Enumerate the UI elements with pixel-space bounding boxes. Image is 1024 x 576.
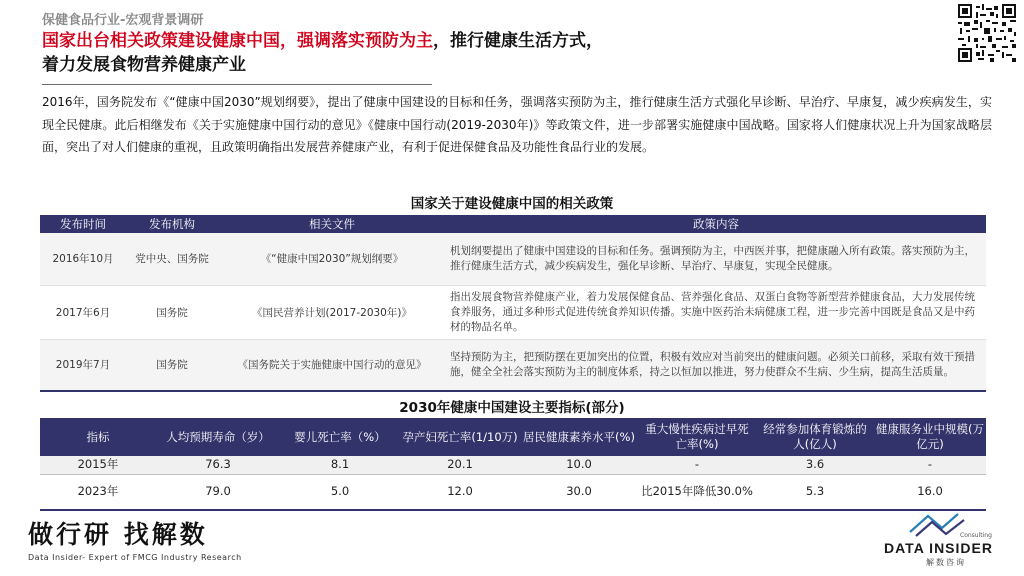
table-row (40, 456, 986, 474)
header-life-expectancy: 人均预期寿命（岁） (156, 418, 280, 456)
headline-line2: 着力发展食物营养健康产业 (42, 55, 246, 75)
header-infant-mortality: 婴儿死亡率（%） (280, 418, 400, 456)
indicator-table-title: 2030年健康中国建设主要指标(部分) (399, 400, 625, 416)
header-agency: 发布机构 (126, 215, 218, 233)
qr-code-icon (958, 4, 1016, 62)
headline-rest: ，推行健康生活方式， (433, 31, 603, 51)
header-indicator: 指标 (40, 418, 156, 456)
headline-divider (42, 84, 432, 85)
header-document: 相关文件 (218, 215, 446, 233)
logo-chinese-name: 解数咨询 (926, 558, 966, 567)
policy-document: 《国务院关于实施健康中国行动的意见》 (218, 339, 446, 391)
policy-table (40, 215, 986, 392)
table-row (40, 285, 986, 339)
policy-document: 《“健康中国2030”规划纲要》 (218, 233, 446, 285)
header-chronic-mortality: 重大慢性疾病过早死亡率(%) (638, 418, 756, 456)
policy-table-title: 国家关于建设健康中国的相关政策 (410, 196, 614, 212)
table-cell: - (874, 456, 986, 474)
table-cell: 79.0 (156, 474, 280, 510)
policy-agency: 国务院 (126, 339, 218, 391)
indicator-table (40, 418, 986, 511)
header-exercise-population: 经常参加体育锻炼的人(亿人) (756, 418, 874, 456)
table-cell: 3.6 (756, 456, 874, 474)
headline-highlight: 国家出台相关政策建设健康中国，强调落实预防为主 (42, 31, 433, 51)
brand-slogan: 做行研 找解数 (28, 520, 208, 549)
page-category: 保健食品行业-宏观背景调研 (42, 13, 204, 28)
table-cell: 8.1 (280, 456, 400, 474)
logo-name: DATA INSIDER (884, 540, 993, 556)
table-cell: 16.0 (874, 474, 986, 510)
table-cell: - (638, 456, 756, 474)
policy-content: 指出发展食物营养健康产业，着力发展保健食品、营养强化食品、双蛋白食物等新型营养健康食品，大力发展传统食养服务，通过多种形式促进传统食养知识传播。实施中医药治未病健康工程，进一步完善中国既是食品又是中药材的物品名单。 (446, 285, 986, 339)
header-health-service-scale: 健康服务业中规模(万亿元) (874, 418, 986, 456)
header-date: 发布时间 (40, 215, 126, 233)
header-health-literacy: 居民健康素养水平(%) (520, 418, 638, 456)
table-row (40, 339, 986, 391)
row-label: 2015年 (40, 456, 156, 474)
policy-agency: 国务院 (126, 285, 218, 339)
policy-content: 机划纲要提出了健康中国建设的目标和任务。强调预防为主，中西医并事，把健康融入所有政策。落实预防为主，推行健康生活方式，减少疾病发生，强化早诊断、早治疗、早康复，实现全民健康。 (446, 233, 986, 285)
policy-agency: 党中央、国务院 (126, 233, 218, 285)
policy-date: 2017年6月 (40, 285, 126, 339)
table-cell: 20.1 (400, 456, 520, 474)
header-content: 政策内容 (446, 215, 986, 233)
brand-tagline: Data Insider- Expert of FMCG Industry Research (28, 553, 242, 562)
table-cell: 30.0 (520, 474, 638, 510)
policy-content: 坚持预防为主，把预防摆在更加突出的位置，积极有效应对当前突出的健康问题。必须关口前移，采取有效干预措施，健全全社会落实预防为主的制度体系，持之以恒加以推进，努力使群众不生病、少生病，提高生活质量。 (446, 339, 986, 391)
table-row (40, 474, 986, 510)
table-cell: 5.3 (756, 474, 874, 510)
logo-consulting-label: Consulting (960, 532, 992, 539)
indicator-table-header (40, 418, 986, 456)
table-cell: 5.0 (280, 474, 400, 510)
policy-date: 2019年7月 (40, 339, 126, 391)
table-cell: 12.0 (400, 474, 520, 510)
table-cell: 10.0 (520, 456, 638, 474)
table-cell: 比2015年降低30.0% (638, 474, 756, 510)
intro-paragraph: 2016年，国务院发布《“健康中国2030”规划纲要》，提出了健康中国建设的目标和任务，强调落实预防为主，推行健康生活方式强化早诊断、早治疗、早康复，减少疾病发生，实现全民健康。此后相继发布《关于实施健康中国行动的意见》《健康中国行动(2019-2030年)》等政策文件，进一步部署实施健康中国战略。国家将人们健康状况上升为国家战略层面，突出了对人们健康的重视，且政策明确指出发展营养健康产业，有利于促进保健食品及功能性食品行业的发展。 (42, 95, 992, 154)
row-label: 2023年 (40, 474, 156, 510)
policy-document: 《国民营养计划(2017-2030年)》 (218, 285, 446, 339)
policy-table-header (40, 215, 986, 233)
header-maternal-mortality: 孕产妇死亡率(1/10万) (400, 418, 520, 456)
policy-date: 2016年10月 (40, 233, 126, 285)
table-cell: 76.3 (156, 456, 280, 474)
table-row (40, 233, 986, 285)
page-headline (42, 29, 942, 77)
